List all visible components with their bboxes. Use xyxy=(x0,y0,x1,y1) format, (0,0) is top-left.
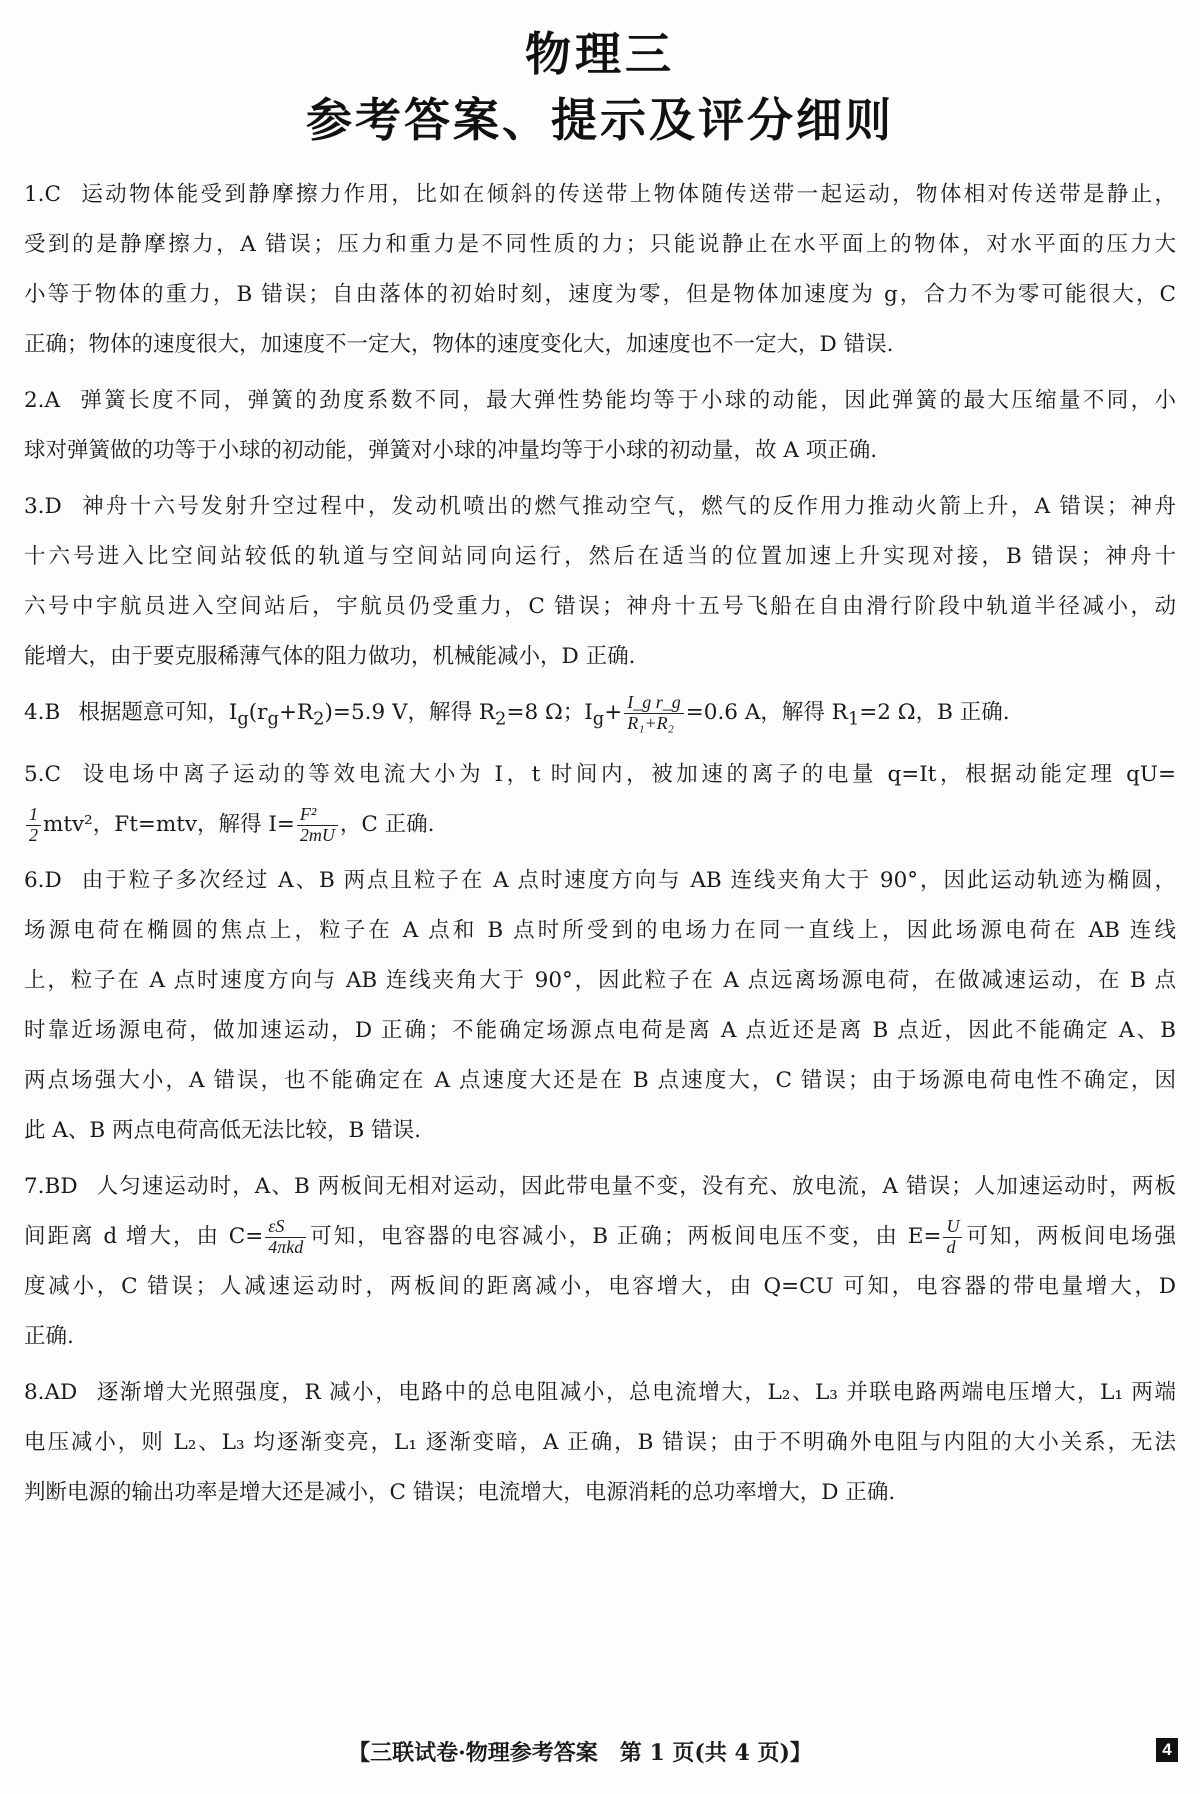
answer-item-2 xyxy=(24,376,1176,476)
fraction-denominator: 2mU xyxy=(299,824,335,845)
answer-line: 场源电荷在椭圆的焦点上，粒子在 A 点和 B 点时所受到的电场力在同一直线上，因此场源电荷在 AB 连线 xyxy=(24,918,1176,944)
fraction-denominator: 4πkd xyxy=(268,1236,304,1257)
page-title: 物理三 xyxy=(525,27,675,81)
formula-text: 间距离 d 增大，由 C= xyxy=(24,1224,264,1250)
answer-line: 两点场强大小，A 错误，也不能确定在 A 点速度大还是在 B 点速度大，C 错误；由于场源电荷电性不确定，因 xyxy=(24,1068,1176,1094)
answer-line: 能增大，由于要克服稀薄气体的阻力做功，机械能减小，D 正确. xyxy=(24,644,636,669)
fraction xyxy=(624,693,684,734)
answer-line: 正确；物体的速度很大，加速度不一定大，物体的速度变化大，加速度也不一定大，D 错误. xyxy=(24,332,894,357)
answer-line: 判断电源的输出功率是增大还是减小，C 错误；电流增大，电源消耗的总功率增大，D 正确. xyxy=(24,1480,896,1506)
page-footer xyxy=(0,1730,1200,1770)
answer-head: 2.A xyxy=(24,388,61,413)
page-subtitle: 参考答案、提示及评分细则 xyxy=(306,93,894,147)
answer-line: 六号中宇航员进入空间站后，宇航员仍受重力，C 错误；神舟十五号飞船在自由滑行阶段中轨道半径减小，动 xyxy=(24,594,1176,619)
answer-head: 6.D xyxy=(24,868,62,894)
fraction xyxy=(265,1217,306,1258)
fraction xyxy=(943,1217,962,1258)
answer-line: 十六号进入比空间站较低的轨道与空间站同向运行，然后在适当的位置加速上升实现对接，B 错误；神舟十 xyxy=(24,544,1176,569)
formula-text: =8 Ω；I xyxy=(506,700,593,725)
formula-text: 可知，两板间电场强 xyxy=(964,1224,1176,1250)
answer-line: 由于粒子多次经过 A、B 两点且粒子在 A 点时速度方向与 AB 连线夹角大于 90°，因此运动轨迹为椭圆， xyxy=(79,868,1176,894)
formula-text: =0.6 A，解得 R xyxy=(685,700,848,725)
answer-line: 电压减小，则 L₂、L₃ 均逐渐变亮，L₁ 逐渐变暗，A 正确，B 错误；由于不明确外电阻与内阻的大小关系，无法 xyxy=(24,1430,1176,1456)
answer-list xyxy=(24,170,1176,1524)
answer-line: 球对弹簧做的功等于小球的初动能，弹簧对小球的冲量均等于小球的初动量，故 A 项正确. xyxy=(24,438,878,463)
answer-head: 8.AD xyxy=(24,1380,78,1406)
answer-line: 运动物体能受到静摩擦力作用，比如在倾斜的传送带上物体随传送带一起运动，物体相对传送带是静止， xyxy=(78,182,1176,207)
answer-line: 上，粒子在 A 点时速度方向与 AB 连线夹角大于 90°，因此粒子在 A 点远离场源电荷，在做减速运动，在 B 点 xyxy=(24,968,1176,994)
answer-item-3 xyxy=(24,482,1176,682)
answer-head: 7.BD xyxy=(24,1174,78,1200)
answer-line: 时靠近场源电荷，做加速运动，D 正确；不能确定场源点电荷是离 A 点近还是离 B 点近，因此不能确定 A、B xyxy=(24,1018,1176,1044)
answer-line: 人匀速运动时，A、B 两板间无相对运动，因此带电量不变，没有充、放电流，A 错误；人加速运动时，两板 xyxy=(95,1174,1176,1200)
fraction xyxy=(26,805,41,846)
answer-item-8 xyxy=(24,1368,1176,1518)
answer-item-1 xyxy=(24,170,1176,370)
answer-line: 小等于物体的重力，B 错误；自由落体的初始时刻，速度为零，但是物体加速度为 g，合力不为零可能很大，C xyxy=(24,282,1176,307)
answer-head: 3.D xyxy=(24,494,62,519)
page-number-badge: 4 xyxy=(1156,1738,1178,1762)
answer-head: 5.C xyxy=(24,762,61,788)
fraction-numerator: I_g r_g xyxy=(624,693,684,714)
answer-line: 正确. xyxy=(24,1324,74,1350)
footer-text: 【三联试卷·物理参考答案 第 1 页(共 4 页)】 xyxy=(348,1740,812,1766)
formula-text: +R xyxy=(278,700,314,725)
formula-text: 根据题意可知，I xyxy=(78,700,238,725)
answer-line: 度减小，C 错误；人减速运动时，两板间的距离减小，电容增大，由 Q=CU 可知，电容器的带电量增大，D xyxy=(24,1274,1176,1300)
formula-text: )=5.9 V，解得 R xyxy=(324,700,496,725)
fraction-numerator: U xyxy=(943,1217,962,1238)
fraction-denominator: 2 xyxy=(29,824,38,845)
formula-text: ，C 正确. xyxy=(339,812,435,838)
formula-text: mtv²，Ft=mtv，解得 I= xyxy=(43,812,295,838)
formula-text: =2 Ω，B 正确. xyxy=(859,700,1010,725)
fraction-denominator: R₁+R₂ xyxy=(627,712,674,733)
fraction-numerator: 1 xyxy=(26,805,41,826)
answer-line: 受到的是静摩擦力，A 错误；压力和重力是不同性质的力；只能说静止在水平面上的物体，对水平面的压力大 xyxy=(24,232,1176,257)
answer-line: 此 A、B 两点电荷高低无法比较，B 错误. xyxy=(24,1118,421,1144)
answer-item-5 xyxy=(24,750,1176,850)
answer-item-7 xyxy=(24,1162,1176,1362)
formula-text: 可知，电容器的电容减小，B 正确；两板间电压不变，由 E= xyxy=(308,1224,942,1250)
fraction-numerator: F² xyxy=(297,805,338,826)
answer-line: 神舟十六号发射升空过程中，发动机喷出的燃气推动空气，燃气的反作用力推动火箭上升，A 错误；神舟 xyxy=(79,494,1176,519)
formula-text: (r xyxy=(248,700,268,725)
answer-head: 4.B xyxy=(24,700,61,725)
fraction-denominator: d xyxy=(946,1236,956,1257)
fraction xyxy=(297,805,338,846)
fraction-numerator: εS xyxy=(265,1217,306,1238)
answer-item-4: 4.B 根据题意可知，$I_g(r_g+R_2)=5.9$ V，解得 $R_2=8$ Ω；$I_g+$ $\frac{\text{I\_g r\_g}}{\text{R₁+R₂}}$ =0.6 A，解得 $R_1=2$ Ω，B 正确. xyxy=(24,691,1010,733)
answer-item-6 xyxy=(24,856,1176,1156)
answer-line: 逐渐增大光照强度，R 减小，电路中的总电阻减小，总电流增大，L₂、L₃ 并联电路两端电压增大，L₁ 两端 xyxy=(95,1380,1176,1406)
formula-text: + xyxy=(604,700,623,725)
answer-line: 设电场中离子运动的等效电流大小为 I，t 时间内，被加速的离子的电量 q=It，根据动能定理 qU= xyxy=(78,762,1176,788)
answer-line: 弹簧长度不同，弹簧的劲度系数不同，最大弹性势能均等于小球的动能，因此弹簧的最大压缩量不同，小 xyxy=(78,388,1176,413)
answer-head: 1.C xyxy=(24,182,61,207)
